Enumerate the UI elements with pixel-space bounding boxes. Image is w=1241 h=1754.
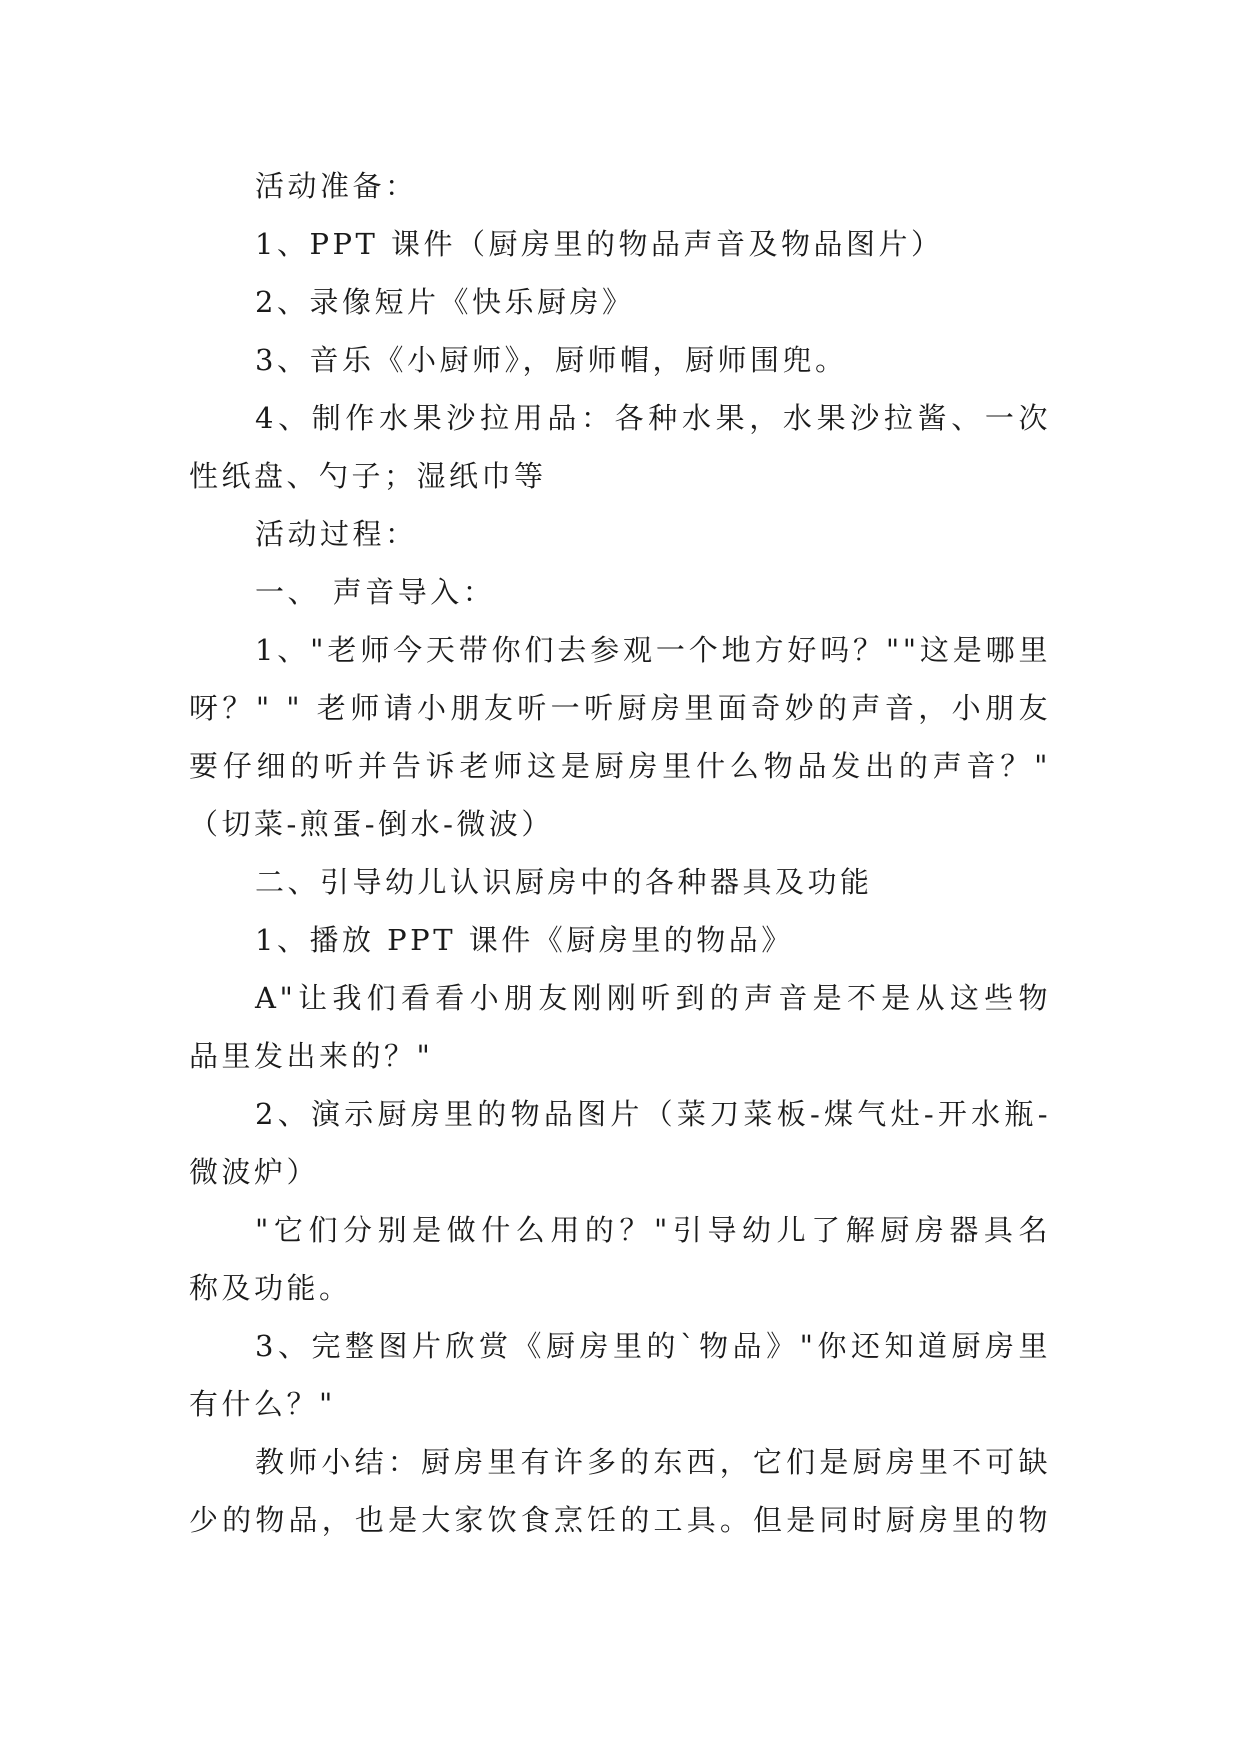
text-line: （切菜-煎蛋-倒水-微波） [189,807,554,841]
text-line: 活动过程： [255,517,418,551]
document-body [189,157,1051,1549]
text-line: 二、引导幼儿认识厨房中的各种器具及功能 [255,865,873,899]
text-line: 1、"老师今天带你们去参观一个地方好吗？""这是哪里 [255,633,1051,667]
text-line: 活动准备： [255,169,418,203]
text-line: 性纸盘、勺子；湿纸巾等 [189,459,547,493]
text-line: 有什么？" [189,1387,336,1421]
text-line: 4、制作水果沙拉用品：各种水果，水果沙拉酱、一次 [255,401,1051,435]
text-line: 1、PPT 课件（厨房里的物品声音及物品图片） [255,227,944,261]
text-line: 3、音乐《小厨师》，厨师帽，厨师围兜。 [255,343,848,377]
text-line: 教师小结：厨房里有许多的东西，它们是厨房里不可缺 [255,1445,1051,1479]
text-line: 2、演示厨房里的物品图片（菜刀菜板-煤气灶-开水瓶- [255,1097,1051,1131]
text-line: 微波炉） [189,1155,320,1189]
text-line: 一、 声音导入： [255,575,496,609]
text-line: "它们分别是做什么用的？"引导幼儿了解厨房器具名 [255,1213,1051,1247]
text-line: 2、录像短片《快乐厨房》 [255,285,635,319]
text-line: 品里发出来的？" [189,1039,434,1073]
text-line: 要仔细的听并告诉老师这是厨房里什么物品发出的声音？" [189,749,1051,783]
text-line: A"让我们看看小朋友刚刚听到的声音是不是从这些物 [255,981,1051,1015]
text-line: 称及功能。 [189,1271,352,1305]
text-line: 呀？" " 老师请小朋友听一听厨房里面奇妙的声音，小朋友 [189,691,1051,725]
text-line: 少的物品，也是大家饮食烹饪的工具。但是同时厨房里的物 [189,1503,1051,1537]
text-line: 3、完整图片欣赏《厨房里的`物品》"你还知道厨房里 [255,1329,1051,1363]
text-line: 1、播放 PPT 课件《厨房里的物品》 [255,923,794,957]
